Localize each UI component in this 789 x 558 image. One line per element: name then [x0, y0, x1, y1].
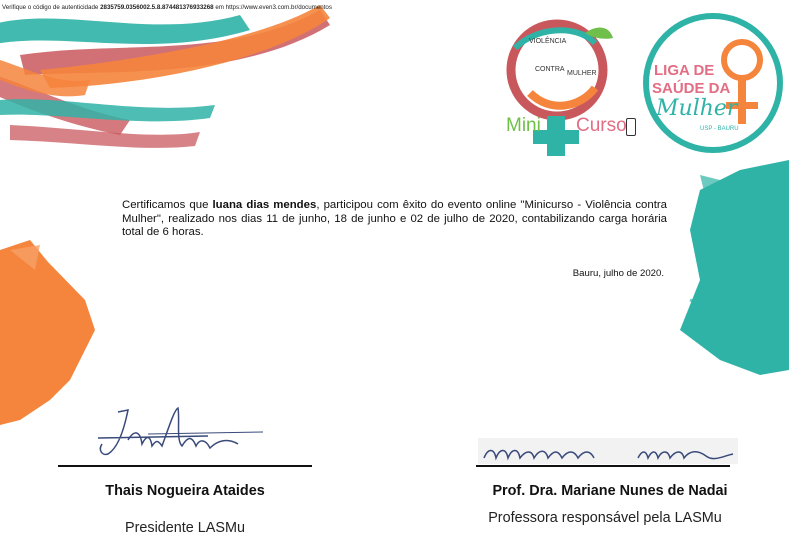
cert-text-post: , participou com êxito do evento online "Minicurso - Violência contra Mulher", realizado nos dias 11 de junho, 18 de junho e 02 de julho de 2020, contabilizando carga horária total de 6 horas.	[122, 199, 667, 239]
certificate-text	[122, 199, 667, 240]
verification-url: em https://www.even3.com.br/documentos	[215, 4, 332, 11]
logo-text-mini: Mini	[506, 115, 541, 136]
signature-line-1	[58, 465, 312, 467]
liga-text-line1: LIGA DE	[654, 62, 715, 79]
logo-text-contra: CONTRA	[535, 66, 565, 73]
verification-code: 2835759.0356002.5.8.874481376933268	[100, 4, 214, 11]
liga-text-sub: USP - BAURU	[700, 126, 739, 132]
signature-thais	[88, 400, 268, 464]
participant-name: luana dias mendes	[212, 199, 317, 211]
phone-icon	[626, 118, 636, 136]
signer-role-1: Presidente LASMu	[125, 520, 245, 536]
liga-text-line2: SAÚDE DA	[652, 80, 731, 97]
signer-name-1: Thais Nogueira Ataides	[105, 483, 265, 499]
cert-text-pre: Certificamos que	[122, 199, 213, 211]
signer-role-2: Professora responsável pela LASMu	[488, 510, 722, 526]
venus-symbol-icon	[495, 8, 645, 168]
logo-text-curso: Curso	[576, 115, 627, 136]
liga-text-mulher: Mulher	[656, 96, 738, 121]
place-date: Bauru, julho de 2020.	[572, 268, 664, 279]
signature-line-2	[476, 465, 730, 467]
verification-line	[2, 4, 332, 11]
logo-text-violencia: VIOLÊNCIA	[529, 38, 567, 45]
verification-prefix: Verifique o código de autenticidade	[2, 4, 99, 11]
logo-text-mulher: MULHER	[567, 70, 597, 77]
liga-logo	[642, 12, 784, 154]
signer-name-2: Prof. Dra. Mariane Nunes de Nadai	[492, 483, 728, 499]
minicurso-logo	[495, 8, 645, 168]
